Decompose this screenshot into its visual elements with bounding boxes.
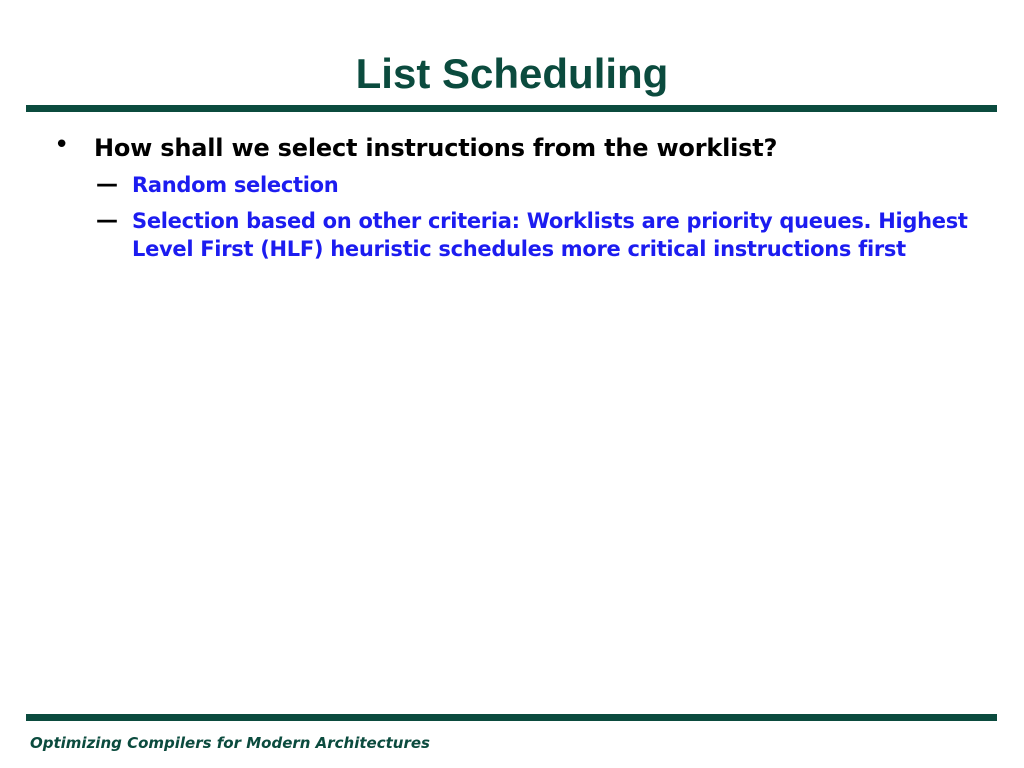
sub-bullet-marker: — [96,208,118,233]
bullet-text: How shall we select instructions from the worklist? [94,134,778,162]
title-divider [26,105,997,112]
sub-bullet-item [96,171,976,199]
sub-bullet-item [96,207,976,263]
sub-bullet-text: Random selection [132,173,339,197]
sub-bullet-marker: — [96,172,118,197]
bullet-item [54,130,994,166]
sub-bullet-text: Selection based on other criteria: Worklists are priority queues. Highest Level First (HLF) heuristic schedules more critical instructions first [132,209,968,261]
slide-footer: Optimizing Compilers for Modern Architectures [30,734,430,752]
slide-title: List Scheduling [355,50,669,97]
footer-divider [26,714,997,721]
bullet-marker: • [54,130,70,160]
